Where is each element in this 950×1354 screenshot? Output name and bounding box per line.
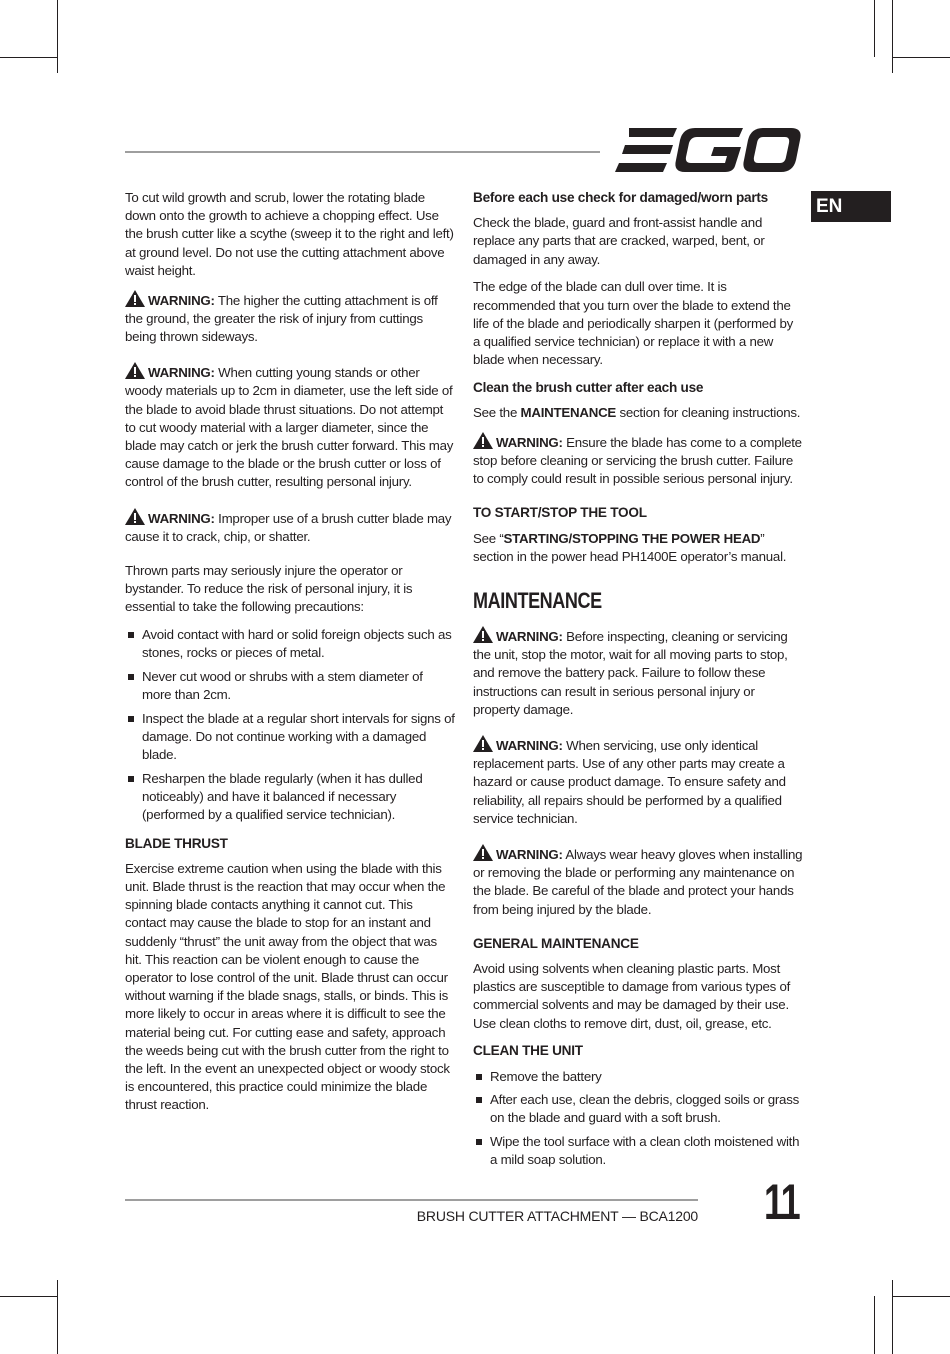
ego-logo — [615, 128, 801, 172]
section-heading: GENERAL MAINTENANCE — [473, 935, 639, 951]
body-paragraph: Thrown parts may seriously injure the operator or bystander. To reduce the risk of personal injury, it is essential to take the following precautions: — [125, 562, 413, 615]
warning-label: WARNING: — [496, 628, 563, 644]
header-rule — [125, 151, 600, 153]
body-paragraph: To cut wild growth and scrub, lower the rotating blade down onto the growth to achieve a chopping effect. Use the brush cutter like a scythe (sweep it to the right and left) at ground level. Do not use the cutting attachment above waist height. — [125, 190, 454, 278]
list-item-text: Remove the battery — [490, 1068, 602, 1084]
warning-block — [125, 290, 455, 347]
crop-mark — [874, 0, 875, 57]
right-column — [473, 189, 803, 1180]
warning-label: WARNING: — [148, 365, 215, 381]
list-item-text: After each use, clean the debris, clogged soils or grass on the blade and guard with a soft brush. — [490, 1092, 799, 1126]
list-item — [473, 1091, 803, 1127]
warning-label: WARNING: — [496, 737, 563, 753]
warning-block — [473, 432, 803, 489]
warning-text: When cutting young stands or other woody materials up to 2cm in diameter, use the left side of the blade to avoid blade thrust situations. Do not attempt to cut woody material with a larger diameter, since the blade may catch or jerk the brush cutter forward. This may cause damage to the blade or the brush cutter or loss of control of the brush cutter, resulting personal injury. — [125, 365, 454, 490]
bullet-square-icon — [476, 1097, 482, 1103]
text-run: See “ — [473, 530, 504, 546]
subheading: Before each use check for damaged/worn parts — [473, 190, 768, 205]
section-heading: TO START/STOP THE TOOL — [473, 505, 647, 521]
warning-text: Always wear heavy gloves when installing or removing the blade or performing any maintenance on the blade. Be careful of the blade and protect your hands from being injured by the blade. — [473, 846, 803, 917]
warning-triangle-icon — [125, 362, 145, 379]
body-paragraph — [473, 404, 803, 422]
warning-text: Before inspecting, cleaning or servicing the unit, stop the motor, wait for all moving parts to stop, and remove the battery pack. Failure to follow these instructions can result in serious personal injury or property damage. — [473, 628, 788, 717]
precautions-list — [125, 626, 455, 825]
crop-mark — [892, 1280, 893, 1354]
body-paragraph — [473, 530, 803, 566]
crop-mark — [892, 0, 893, 73]
crop-mark — [57, 1280, 58, 1354]
warning-triangle-icon — [473, 626, 493, 643]
list-item — [125, 668, 455, 704]
crop-mark — [892, 1296, 950, 1297]
warning-triangle-icon — [473, 735, 493, 752]
text-run: section for cleaning instructions. — [616, 405, 801, 421]
left-column — [125, 189, 455, 1124]
major-section-title: MAINTENANCE — [473, 587, 602, 613]
warning-block — [473, 735, 803, 828]
list-item-text: Wipe the tool surface with a clean cloth moistened with a mild soap solution. — [490, 1134, 800, 1168]
section-reference: STARTING/STOPPING THE POWER HEAD — [503, 530, 761, 546]
warning-triangle-icon — [473, 844, 493, 861]
warning-triangle-icon — [125, 290, 145, 307]
warning-triangle-icon — [125, 508, 145, 525]
list-item-text: Avoid contact with hard or solid foreign objects such as stones, rocks or pieces of metal. — [142, 627, 452, 661]
text-run: See the — [473, 405, 521, 421]
body-paragraph: Check the blade, guard and front-assist handle and replace any parts that are cracked, warped, bent, or damaged in any away. — [473, 215, 765, 267]
warning-block — [125, 362, 455, 491]
footer-title: BRUSH CUTTER ATTACHMENT — BCA1200 — [416, 1208, 698, 1224]
warning-triangle-icon — [473, 432, 493, 449]
warning-label: WARNING: — [496, 846, 563, 862]
section-reference: MAINTENANCE — [520, 405, 617, 421]
warning-text: Improper use of a brush cutter blade may cause it to crack, chip, or shatter. — [125, 510, 452, 544]
warning-block — [125, 508, 455, 546]
list-item — [125, 710, 455, 765]
list-item-text: Inspect the blade at a regular short intervals for signs of damage. Do not continue working with a damaged blade. — [142, 710, 455, 763]
body-paragraph: The edge of the blade can dull over time. It is recommended that you turn over the blade to extend the life of the blade and periodically sharpen it (performed by a qualified service technician) or replace it with a new blade when necessary. — [473, 279, 794, 368]
crop-mark — [892, 57, 950, 58]
section-heading: BLADE THRUST — [125, 835, 228, 851]
body-paragraph: Avoid using solvents when cleaning plastic parts. Most plastics are susceptible to damage from various types of commercial solvents and may be damaged by their use. Use clean cloths to remove dirt, dust, oil, grease, etc. — [473, 961, 791, 1031]
page-number: 11 — [764, 1174, 800, 1230]
crop-mark — [874, 1296, 875, 1354]
warning-block — [473, 844, 803, 919]
bullet-square-icon — [128, 716, 134, 722]
warning-label: WARNING: — [148, 292, 215, 308]
warning-text: When servicing, use only identical replacement parts. Use of any other parts may create a hazard or cause product damage. To ensure safety and reliability, all repairs should be performed by a qualified service technician. — [473, 737, 786, 826]
list-item — [125, 770, 455, 825]
bullet-square-icon — [128, 674, 134, 680]
list-item — [125, 626, 455, 662]
warning-label: WARNING: — [148, 510, 215, 526]
section-heading: CLEAN THE UNIT — [473, 1043, 583, 1059]
bullet-square-icon — [128, 776, 134, 782]
text-run: ” section in the power head PH1400E operator’s manual. — [473, 530, 787, 564]
warning-text: The higher the cutting attachment is off the ground, the greater the risk of injury from cuttings being thrown sideways. — [125, 292, 438, 344]
crop-mark — [0, 57, 57, 58]
bullet-square-icon — [476, 1074, 482, 1080]
list-item — [473, 1133, 803, 1169]
list-item-text: Resharpen the blade regularly (when it has dulled noticeably) and have it balanced if necessary (performed by a qualified service technician). — [142, 770, 423, 823]
warning-block — [473, 626, 803, 719]
bullet-square-icon — [128, 632, 134, 638]
body-paragraph: Exercise extreme caution when using the blade with this unit. Blade thrust is the reaction that may occur when the spinning blade contacts anything it cannot cut. This contact may cause the blade to stop for an instant and suddenly “thrust” the unit away from the object that was hit. This reaction can be violent enough to cause the operator to lose control of the unit. Blade thrust can occur without warning if the blade snags, stalls, or binds. This is more likely to occur in areas where it is difficult to see the material being cut. For cutting ease and safety, approach the weeds being cut with the brush cutter from the right to the left. In the event an unexpected object or woody stock is encountered, this practice could minimize the blade thrust reaction. — [125, 860, 450, 1113]
language-tab: EN — [811, 191, 891, 222]
crop-mark — [57, 0, 58, 73]
subheading: Clean the brush cutter after each use — [473, 379, 704, 395]
list-item-text: Never cut wood or shrubs with a stem diameter of more than 2cm. — [142, 668, 423, 703]
footer-rule — [125, 1199, 698, 1201]
crop-mark — [0, 1296, 57, 1297]
warning-text: Ensure the blade has come to a complete stop before cleaning or servicing the brush cutter. Failure to comply could result in possible serious personal injury. — [473, 434, 802, 487]
clean-unit-list — [473, 1068, 803, 1170]
bullet-square-icon — [476, 1139, 482, 1145]
warning-label: WARNING: — [496, 434, 563, 450]
list-item — [473, 1068, 803, 1086]
